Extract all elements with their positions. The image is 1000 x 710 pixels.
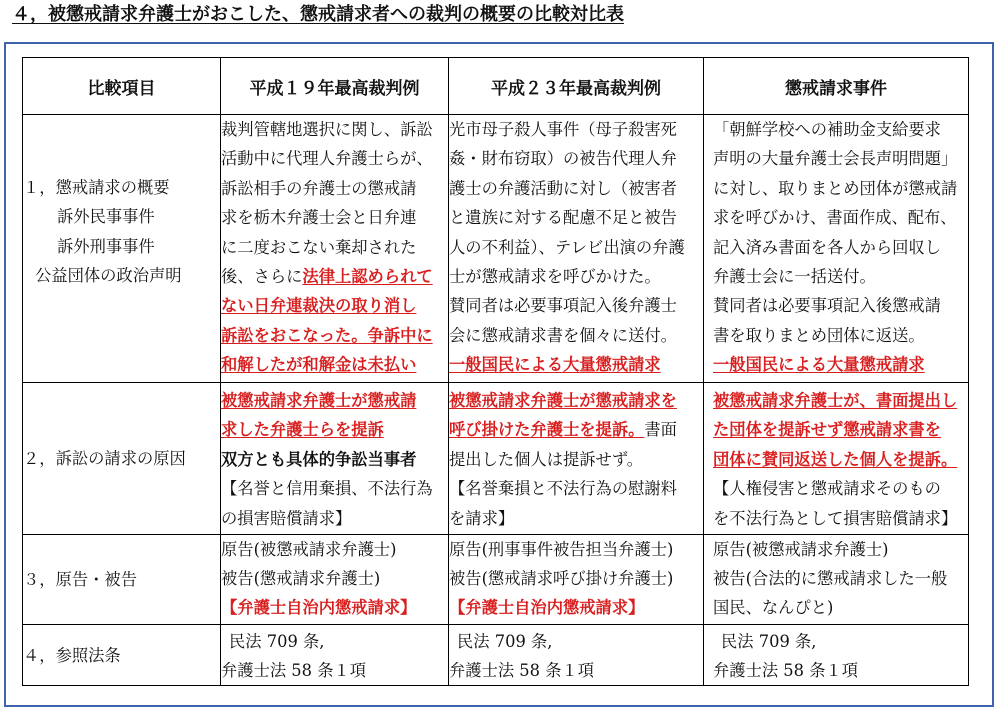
sub-item-label: 訴外刑事事件: [57, 236, 155, 256]
emphasis-text: 呼び掛けた弁護士を提訴。: [449, 420, 645, 440]
text-line: 【人権侵害と懲戒請求そのもの: [713, 479, 941, 499]
emphasis-text: ない日弁連裁決の取り消し: [221, 296, 417, 316]
text-line: 被告(懲戒請求呼び掛け弁護士): [449, 569, 674, 588]
text-line: 賛同者は必要事項記入後弁護士: [449, 296, 677, 316]
header-h19-ruling: 平成１９年最高裁判例: [221, 58, 449, 115]
comparison-table: [22, 57, 969, 686]
emphasis-text: 被懲戒請求弁護士が懲戒請: [221, 391, 417, 410]
text-line: 活動中に代理人弁護士らが、: [221, 149, 433, 169]
row-referenced-law: [23, 625, 969, 686]
text-line: に対し、取りまとめ団体が懲戒請: [713, 178, 958, 198]
text-line: に二度おこない棄却された: [221, 237, 417, 257]
text-line: 声明の大量弁護士会長声明問題」: [713, 149, 958, 169]
text-line: 被告(懲戒請求弁護士): [221, 569, 381, 588]
text-line: 被告(合法的に懲戒請求した一般: [713, 569, 948, 588]
cell-cause-h19: [221, 383, 449, 535]
text-line: 弁護士法 58 条１項: [221, 661, 367, 680]
text-line: 「朝鮮学校への補助金支給要求: [713, 120, 941, 139]
cell-overview-h23: [449, 115, 704, 383]
cell-overview-item: [23, 115, 221, 383]
emphasis-text: 求した弁護士らを提訴: [221, 420, 384, 440]
cell-cause-h23: [449, 383, 704, 535]
emphasis-text: 【弁護士自治内懲戒請求】: [449, 598, 645, 617]
row-label: ４，参照法条: [23, 645, 121, 665]
header-h23-ruling: 平成２３年最高裁判例: [449, 58, 704, 115]
header-comparison-item: 比較項目: [23, 58, 221, 115]
text-line: 会に懲戒請求書を個々に送付。: [449, 325, 677, 345]
text-line: 民法 709 条,: [721, 632, 817, 651]
text-line: を請求】: [449, 508, 515, 528]
emphasis-text: 被懲戒請求弁護士が懲戒請求を: [449, 391, 677, 410]
text-line: 原告(被懲戒請求弁護士): [713, 540, 889, 559]
cell-law-h19: [221, 625, 449, 686]
text-line: 求を栃木弁護士会と日弁連: [221, 208, 417, 228]
text-line: 士が懲戒請求を呼びかけた。: [449, 267, 661, 287]
document-title: ４，被懲戒請求弁護士がおこした、懲戒請求者への裁判の概要の比較対比表: [12, 4, 624, 25]
emphasis-text: 一般国民による大量懲戒請求: [713, 355, 925, 375]
cell-cause-item: [23, 383, 221, 535]
text-line: 訴訟相手の弁護士の懲戒請: [221, 178, 417, 198]
text-line: 民法 709 条,: [457, 632, 553, 651]
cell-law-case: [704, 625, 969, 686]
sub-item-label: 訴外民事事件: [57, 207, 155, 227]
cell-parties-item: [23, 535, 221, 625]
emphasis-text: 訴訟をおこなった。争訴中に: [221, 325, 433, 345]
text-line: と遺族に対する配慮不足と被告: [449, 208, 677, 228]
text-line: 賛同者は必要事項記入後懲戒請: [713, 296, 941, 316]
cell-law-h23: [449, 625, 704, 686]
bold-text-line: 双方とも具体的争訟当事者: [221, 449, 417, 469]
row-overview: [23, 115, 969, 383]
plain-text: 書面: [644, 420, 677, 440]
emphasis-text: た団体を提訴せず懲戒請求書を: [713, 420, 941, 440]
row-label: ３，原告・被告: [23, 570, 137, 589]
text-line: 原告(刑事事件被告担当弁護士): [449, 540, 674, 559]
row-parties: [23, 535, 969, 625]
text-line: [449, 415, 703, 444]
header-row: [23, 58, 969, 115]
row-cause-of-claim: [23, 383, 969, 535]
cell-overview-h19: [221, 115, 449, 383]
emphasis-text: 法律上認められて: [302, 267, 433, 287]
text-line: 提出した個人は提訴せず。: [449, 449, 644, 469]
row-label: １，懲戒請求の概要: [23, 178, 170, 197]
emphasis-text: 被懲戒請求弁護士が、書面提出し: [713, 391, 958, 410]
header-disciplinary-case: 懲戒請求事件: [704, 58, 969, 115]
emphasis-text: 一般国民による大量懲戒請求: [449, 355, 661, 375]
cell-cause-case: [704, 383, 969, 535]
text-line: 光市母子殺人事件（母子殺害死: [449, 120, 677, 139]
text-line: を不法行為として損害賠償請求】: [713, 508, 958, 528]
cell-law-item: [23, 625, 221, 686]
text-line: 民法 709 条,: [229, 632, 325, 651]
text-line: の損害賠償請求】: [221, 508, 352, 528]
text-line: 原告(被懲戒請求弁護士): [221, 540, 397, 559]
cell-parties-h19: [221, 535, 449, 625]
emphasis-text: 団体に賛同返送した個人を提訴。: [713, 449, 958, 469]
text-line: 求を呼びかけ、書面作成、配布、: [713, 208, 957, 228]
text-line: 書を取りまとめ団体に返送。: [713, 325, 925, 345]
text-line: 姦・財布窃取）の被告代理人弁: [449, 149, 677, 169]
text-line: 裁判管轄地選択に関し、訴訟: [221, 120, 433, 139]
text-line: 記入済み書面を各人から回収し: [713, 237, 941, 257]
text-line: [221, 262, 448, 291]
sub-item-label: 公益団体の政治声明: [35, 266, 182, 286]
text-line: 人の不利益）、テレビ出演の弁護: [449, 237, 685, 257]
text-line: 弁護士法 58 条１項: [449, 661, 595, 680]
text-line: 国民、なんぴと): [713, 598, 834, 617]
emphasis-text: 和解したが和解金は未払い: [221, 355, 417, 375]
cell-parties-h23: [449, 535, 704, 625]
text-line: 護士の弁護活動に対し（被害者: [449, 178, 677, 198]
text-line: 弁護士法 58 条１項: [713, 661, 859, 680]
text-line: 【名誉棄損と不法行為の慰謝料: [449, 479, 677, 499]
row-label: ２，訴訟の請求の原因: [23, 448, 186, 468]
cell-parties-case: [704, 535, 969, 625]
cell-overview-case: [704, 115, 969, 383]
text-line: 弁護士会に一括送付。: [713, 267, 876, 287]
plain-text: 後、さらに: [221, 267, 303, 287]
emphasis-text: 【弁護士自治内懲戒請求】: [221, 598, 417, 617]
text-line: 【名誉と信用棄損、不法行為: [221, 479, 433, 499]
